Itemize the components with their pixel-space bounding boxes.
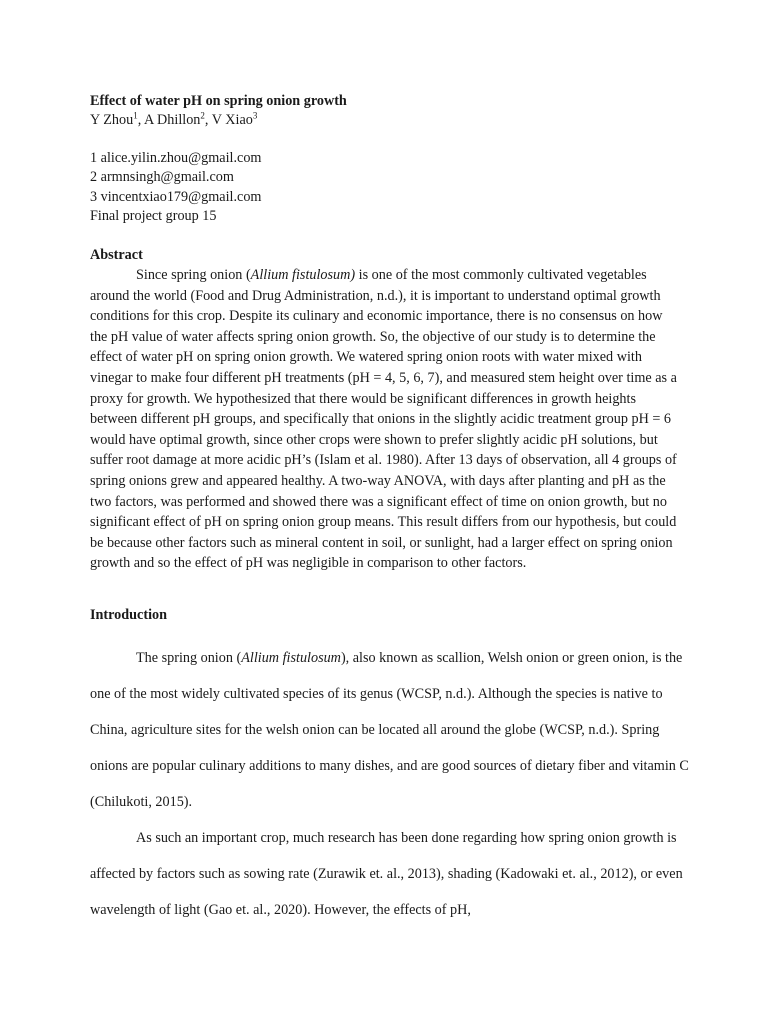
abstract-text: Since spring onion ( [136,267,251,284]
contact-list [90,149,690,227]
introduction-paragraph: As such an important crop, much research has been done regarding how spring onion growth is affected by factors such as sowing rate (Zurawik et. al., 2013), shading (Kadowaki et. al., 2012), or even wavelength of light (Gao et. al., 2020). However, the effects of pH, [90,830,683,919]
author-affiliation-mark: 3 [252,110,258,121]
author-name: A Dhillon [144,112,201,128]
contact-email: 1 alice.yilin.zhou@gmail.com [90,150,262,166]
project-group: Final project group 15 [90,208,217,225]
species-name: Allium fistulosum [241,650,341,667]
abstract-paragraph [90,265,682,574]
abstract-text: is one of the most commonly cultivated vegetables around the world (Food and Drug Administration, n.d.), it is important to understand optimal growth conditions for this crop. Despite its culinary and economic importance, there is no consensus on how the pH value of water affects spring onion growth. So, the objective of our study is to determine the effect of water pH on spring onion growth. We watered spring onion roots with water mixed with vinegar to make four different pH treatments (pH = 4, 5, 6, 7), and measured stem height over time as a proxy for growth. We hypothesized that there would be significant differences in growth heights between different pH groups, and specifically that onions in the slightly acidic treatment group pH = 6 would have optimal growth, since other crops were shown to prefer slightly acidic pH solutions, but suffer root damage at more acidic pH’s (Islam et al. 1980). After 13 days of observation, all 4 groups of spring onions grew and appeared healthy. A two-way ANOVA, with days after planting and pH as the two factors, was performed and showed there was a significant effect of time on onion growth, but no significant effect of pH on spring onion group means. This result differs from our hypothesis, but could be because other factors such as mineral content in soil, or sunlight, had a larger effect on spring onion growth and so the effect of pH was negligible in comparison to other factors. [90,267,677,572]
author-name: Y Zhou [90,112,134,128]
paper-page [90,92,690,928]
introduction-paragraph [90,640,690,820]
abstract-heading: Abstract [90,246,143,263]
author-line [90,111,690,130]
author-affiliation-mark: 2 [200,110,205,121]
contact-email: 2 armnsingh@gmail.com [90,169,234,186]
introduction-heading: Introduction [90,606,167,623]
contact-email: 3 vincentxiao179@gmail.com [90,188,262,205]
introduction-text: ), also known as scallion, Welsh onion or green onion, is the one of the most widely cultivated species of its genus (WCSP, n.d.). Although the species is native to China, agriculture sites for the welsh onion can be located all around the globe (WCSP, n.d.). Spring onions are popular culinary additions to many dishes, and are good sources of dietary fiber and vitamin C (Chilukoti, 2015). [90,650,689,811]
author-separator: , [204,112,212,128]
introduction-text: The spring onion ( [136,650,242,667]
author-name: V Xiao [211,112,253,128]
species-name: Allium fistulosum) [250,267,356,284]
paper-title: Effect of water pH on spring onion growth [90,93,347,109]
author-separator: , [137,112,145,128]
author-affiliation-mark: 1 [133,110,138,121]
